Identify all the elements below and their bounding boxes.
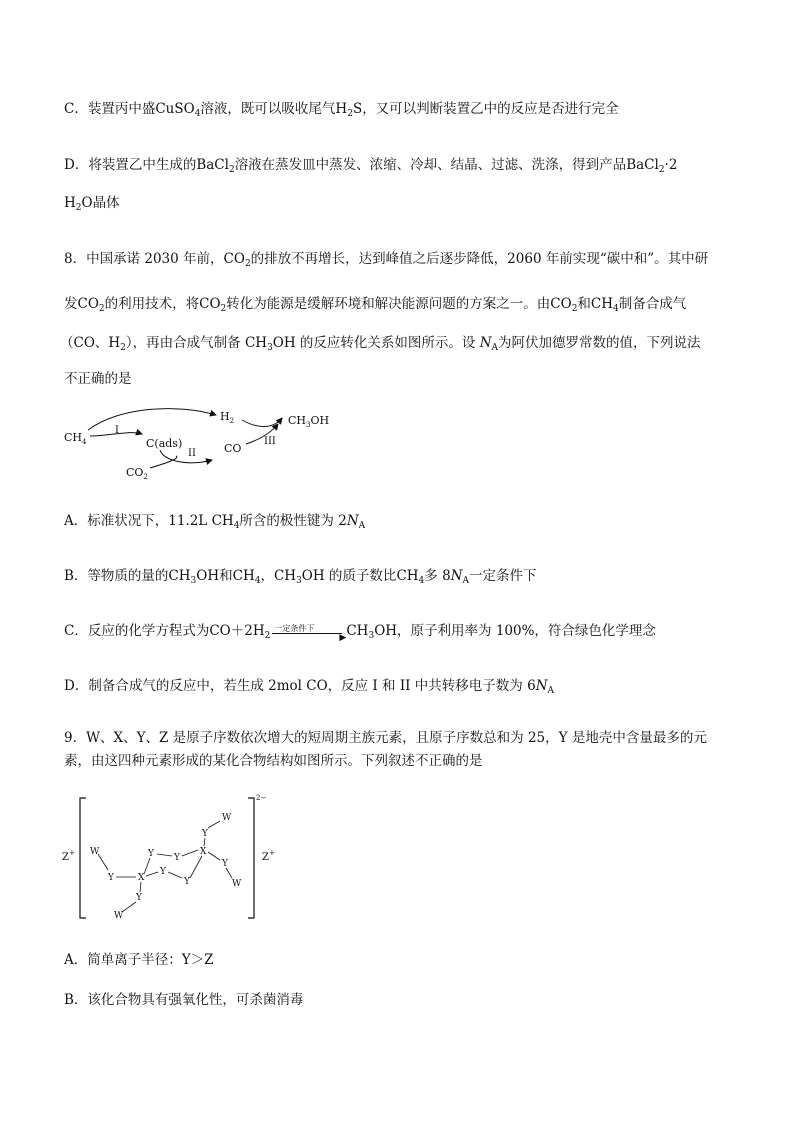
svg-text:Y: Y bbox=[222, 859, 228, 869]
z-cation-left: Z+ bbox=[62, 849, 75, 863]
cads-label: C(ads) bbox=[146, 437, 183, 450]
svg-text:Y: Y bbox=[160, 867, 166, 877]
svg-text:Y: Y bbox=[148, 849, 154, 859]
reaction-arrow: 一定条件下 ▶ bbox=[274, 623, 347, 643]
q8-option-b: B．等物质的量的$CH_3OH$和$CH_4$，$CH_3OH$ 的质子数比$CH_4$多 $8N_A$一定条件下 bbox=[64, 568, 537, 586]
q7-option-d: D．将装置乙中生成的BaCl$_2$溶液在蒸发皿中蒸发、浓缩、冷却、结晶、过滤、洗涤，得到产品BaCl$_2$·2 bbox=[64, 157, 678, 175]
svg-text:Y: Y bbox=[202, 829, 208, 839]
q8-stem-line3: （CO、$H_2$），再由合成气制备 $CH_3OH$ 的反应转化关系如图所示。设 $N_A$为阿伏加德罗常数的值，下列说法 bbox=[60, 335, 701, 353]
q7-option-d-cont: $H_2O$晶体 bbox=[64, 195, 120, 213]
svg-text:W: W bbox=[90, 847, 100, 857]
q8-stem-line4: 不正确的是 bbox=[64, 371, 132, 387]
q8-option-d: D．制备合成气的反应中，若生成 2mol CO，反应 I 和 II 中共转移电子数为 $6N_A$ bbox=[64, 678, 554, 696]
q8-stem-line2: 发$CO_2$的利用技术，将$CO_2$转化为能源是缓解环境和解决能源问题的方案之一。由$CO_2$和$CH_4$制备合成气 bbox=[64, 296, 687, 314]
left-bracket bbox=[80, 798, 86, 918]
svg-text:Y: Y bbox=[108, 873, 114, 883]
compound-structure-diagram bbox=[60, 790, 290, 925]
charge-label: 2− bbox=[256, 794, 267, 802]
reaction-scheme-diagram bbox=[60, 400, 350, 490]
step-iii-label: III bbox=[264, 436, 276, 447]
svg-text:Y: Y bbox=[136, 893, 142, 903]
ch3oh-label: $CH_3OH$ bbox=[288, 414, 330, 429]
q9-option-b: B．该化合物具有强氧化性，可杀菌消毒 bbox=[64, 992, 304, 1008]
arrow-ch4-to-h2 bbox=[88, 409, 216, 430]
q9-stem-line2: 素，由这四种元素形成的某化合物结构如图所示。下列叙述不正确的是 bbox=[64, 753, 483, 769]
svg-text:X: X bbox=[138, 873, 145, 883]
arrow-h2-to-ch3oh bbox=[242, 418, 282, 427]
right-bracket bbox=[248, 798, 254, 918]
q7-option-c: C．装置丙中盛CuSO$_4$溶液，既可以吸收尾气$H_2S$，又可以判断装置乙中的反应是否进行完全 bbox=[64, 101, 619, 119]
ch4-label: $CH_4$ bbox=[64, 431, 87, 446]
co2-label: $CO_2$ bbox=[126, 466, 148, 481]
h2-label: $H_2$ bbox=[220, 410, 235, 425]
q9-stem-line1: 9．W、X、Y、Z 是原子序数依次增大的短周期主族元素，且原子序数总和为 25，Y 是地壳中含量最多的元 bbox=[64, 730, 707, 746]
q8-stem-line1: 8．中国承诺 2030 年前，$CO_2$的排放不再增长，达到峰值之后逐步降低，2060 年前实现“碳中和”。其中研 bbox=[64, 251, 709, 269]
q9-option-a: A．简单离子半径：Y＞Z bbox=[64, 952, 214, 968]
co-label: CO bbox=[224, 442, 242, 455]
q8-option-c: C．反应的化学方程式为$CO+2H_2$ 一定条件下 ▶ $CH_3OH$，原子利用率为 100%，符合绿色化学理念 bbox=[64, 623, 656, 643]
z-cation-right: Z+ bbox=[262, 849, 275, 863]
q8-option-a: A．标准状况下，11.2L $CH_4$所含的极性键为 $2N_A$ bbox=[64, 513, 366, 531]
svg-text:W: W bbox=[232, 879, 242, 889]
svg-text:Y: Y bbox=[174, 853, 180, 863]
structure-atoms bbox=[90, 813, 242, 921]
svg-text:W: W bbox=[114, 911, 124, 921]
svg-text:Y: Y bbox=[184, 877, 190, 887]
step-ii-label: II bbox=[188, 448, 196, 459]
svg-text:X: X bbox=[200, 847, 207, 857]
step-i-label: I bbox=[115, 425, 119, 436]
svg-text:W: W bbox=[222, 813, 232, 823]
arrow-cads-to-co bbox=[160, 450, 212, 463]
arrow-co2-join bbox=[150, 456, 177, 468]
